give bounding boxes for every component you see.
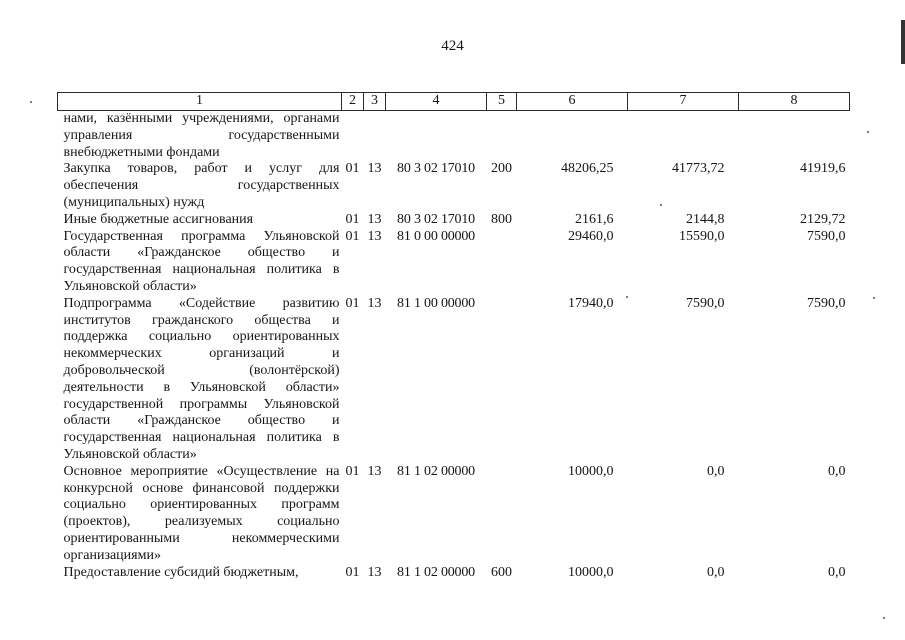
table-header-row: [58, 93, 850, 111]
row-target-article: 81 1 02 00000: [397, 564, 475, 580]
row-subsection-code: 13: [367, 228, 382, 244]
row-amount-col8: 41919,6: [800, 161, 846, 177]
row-amount-col8: 0,0: [828, 463, 846, 479]
row-description: Предоставление субсидий бюджетным,: [63, 564, 299, 580]
row-target-article: 81 1 00 00000: [397, 295, 475, 311]
scan-speck: [660, 204, 662, 206]
row-target-article: 81 1 02 00000: [397, 463, 475, 479]
row-expense-type: [487, 464, 517, 565]
row-section-code: 01: [345, 463, 360, 479]
column-header-4: 4: [386, 93, 487, 111]
row-expense-type: [487, 296, 517, 464]
table-row: [58, 464, 850, 565]
row-amount-col7: 15590,0: [679, 228, 725, 244]
column-header-7: 7: [628, 93, 739, 111]
row-section-code: 01: [345, 295, 360, 311]
page-number: 424: [441, 38, 464, 54]
row-section-code: 01: [345, 161, 360, 177]
row-expense-type: 200: [491, 161, 512, 177]
row-section-code: 01: [345, 564, 360, 580]
row-section-code: 01: [345, 228, 360, 244]
row-description: Закупка товаров, работ и услуг для обеспечения государственных (муниципальных) нужд: [63, 161, 340, 210]
row-subsection-code: 13: [367, 161, 382, 177]
table-row: [58, 296, 850, 464]
row-amount-col8: 0,0: [828, 564, 846, 580]
row-description: Государственная программа Ульяновской области «Гражданское общество и государственная национальная политика в Ульяновской области»: [63, 228, 340, 294]
column-header-6: 6: [517, 93, 628, 111]
scan-speck: [873, 297, 875, 299]
row-target-article: 80 3 02 17010: [397, 161, 475, 177]
row-amount-col8: 7590,0: [807, 228, 846, 244]
row-amount-col8: 7590,0: [807, 295, 846, 311]
table-row: [58, 161, 850, 211]
table-row: [58, 229, 850, 296]
row-subsection-code: 13: [367, 211, 382, 227]
budget-table: [57, 92, 850, 581]
row-description: Основное мероприятие «Осуществление на конкурсной основе финансовой поддержки социально ориентированных программ (проектов), реализуемых социально ориентированными некоммерческими организациями»: [63, 463, 340, 563]
row-amount-col6: 2161,6: [575, 211, 614, 227]
row-target-article: 81 0 00 00000: [397, 228, 475, 244]
table-row: [58, 565, 850, 582]
column-header-3: 3: [364, 93, 386, 111]
row-section-code: 01: [345, 211, 360, 227]
row-subsection-code: 13: [367, 463, 382, 479]
row-amount-col8: 2129,72: [800, 211, 846, 227]
row-description: нами, казёнными учреждениями, органами управления государственными внебюджетными фондами: [63, 111, 340, 160]
scan-edge-mark: [901, 20, 905, 64]
row-description: Подпрограмма «Содействие развитию институтов гражданского общества и поддержка социально ориентированных некоммерческих организаций и добровольческой (волонтёрской) деятельности в Ульяновской области» государственной программы Ульяновской области «Гражданское общество и государственная национальная политика в Ульяновской области»: [63, 295, 340, 462]
table-body: [58, 111, 850, 582]
row-amount-col7: 41773,72: [672, 161, 725, 177]
row-amount-col6: 17940,0: [568, 295, 614, 311]
row-target-article: [386, 111, 487, 162]
row-expense-type: 800: [491, 211, 512, 227]
column-header-8: 8: [739, 93, 850, 111]
row-subsection-code: [364, 111, 386, 162]
scan-speck: [883, 617, 885, 619]
row-amount-col7: 0,0: [707, 463, 725, 479]
row-description: Иные бюджетные ассигнования: [63, 211, 254, 227]
column-header-5: 5: [487, 93, 517, 111]
row-amount-col6: [517, 111, 628, 162]
scan-speck: [626, 296, 628, 298]
table-row: [58, 111, 850, 162]
scan-speck: [867, 131, 869, 133]
row-amount-col7: 2144,8: [686, 211, 725, 227]
row-section-code: [342, 111, 364, 162]
row-amount-col6: 10000,0: [568, 564, 614, 580]
row-amount-col7: [628, 111, 739, 162]
row-amount-col7: 0,0: [707, 564, 725, 580]
column-header-1: 1: [58, 93, 342, 111]
row-amount-col6: 10000,0: [568, 463, 614, 479]
row-target-article: 80 3 02 17010: [397, 211, 475, 227]
row-amount-col8: [739, 111, 850, 162]
row-amount-col7: 7590,0: [686, 295, 725, 311]
row-amount-col6: 48206,25: [561, 161, 614, 177]
row-expense-type: [487, 229, 517, 296]
column-header-2: 2: [342, 93, 364, 111]
row-expense-type: 600: [491, 564, 512, 580]
row-expense-type: [487, 111, 517, 162]
row-amount-col6: 29460,0: [568, 228, 614, 244]
row-subsection-code: 13: [367, 295, 382, 311]
row-subsection-code: 13: [367, 564, 382, 580]
table-row: [58, 212, 850, 229]
scan-speck: [30, 101, 32, 103]
